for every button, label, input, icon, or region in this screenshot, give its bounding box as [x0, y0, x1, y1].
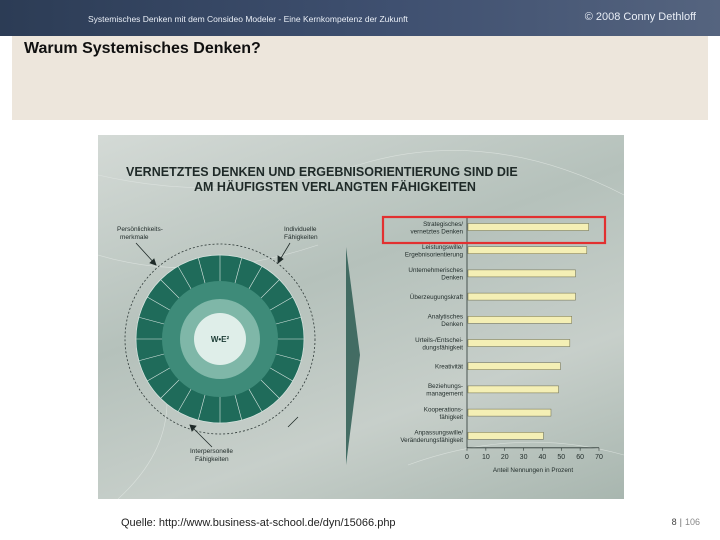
header-subtitle: Systemisches Denken mit dem Consideo Modeler - Eine Kernkompetenz der Zukunft [88, 14, 408, 24]
chart-x-tick-label: 50 [557, 453, 566, 461]
chart-bar [468, 270, 575, 277]
chart-x-axis-label: Anteil Nennungen in Prozent [492, 466, 574, 474]
page-separator: | [679, 517, 682, 527]
chart-category-label: Leistungswille/ [422, 243, 463, 251]
chart-category-label: management [426, 390, 463, 398]
chart-category-label: dungsfähigkeit [422, 344, 463, 352]
chart-x-tick-label: 0 [465, 453, 469, 461]
page-current: 8 [671, 517, 677, 527]
chart-category-label: Denken [441, 321, 463, 329]
chart-category-label: Veränderungsfähigkeit [400, 437, 463, 445]
chart-category-label: Denken [441, 274, 463, 282]
page-total: 106 [684, 517, 700, 527]
chart-bar [468, 386, 559, 393]
competency-bar-chart [400, 217, 603, 474]
chart-bar [468, 293, 575, 300]
transition-arrow [346, 247, 360, 465]
title-box [12, 36, 708, 120]
chart-x-tick-label: 10 [481, 453, 490, 461]
chart-bar [468, 432, 543, 439]
figure-svg [98, 135, 624, 499]
figure-headline-line2: AM HÄUFIGSTEN VERLANGTEN FÄHIGKEITEN [194, 180, 476, 194]
chart-category-label: Ergebnisorientierung [404, 251, 463, 259]
chart-category-label: Kooperations- [423, 406, 463, 414]
wheel-label-personality-2: merkmale [120, 234, 149, 241]
chart-x-tick-label: 40 [538, 453, 547, 461]
chart-bar [468, 316, 572, 323]
wheel-center-label: W•E² [210, 335, 230, 344]
figure-headline-line1: VERNETZTES DENKEN UND ERGEBNISORIENTIERUNG SIND DIE [126, 165, 518, 179]
wheel-label-individual-2: Fähigkeiten [284, 234, 318, 241]
wheel-label-individual-1: Individuelle [284, 226, 317, 233]
page-number [672, 517, 700, 527]
chart-x-tick-label: 70 [595, 453, 603, 461]
wheel-label-personality-1: Persönlichkeits- [117, 226, 163, 233]
slide-title: Warum Systemisches Denken? [24, 40, 261, 57]
chart-bar [468, 409, 551, 416]
chart-bar [468, 363, 560, 370]
wheel-label-interpersonal-2: Fähigkeiten [195, 456, 229, 463]
chart-x-tick-label: 60 [576, 453, 585, 461]
chart-category-label: Strategisches/ [423, 220, 463, 228]
chart-bar [468, 340, 570, 347]
competency-figure [98, 135, 624, 499]
chart-category-label: Unternehmerisches [408, 267, 463, 275]
chart-category-label: fähigkeit [439, 413, 463, 421]
source-citation: Quelle: http://www.business-at-school.de/dyn/15066.php [121, 517, 396, 529]
chart-bar [468, 247, 587, 254]
wheel-label-interpersonal-1: Interpersonelle [190, 448, 233, 455]
chart-category-label: vernetztes Denken [410, 228, 463, 236]
chart-category-label: Beziehungs- [427, 383, 463, 391]
chart-category-label: Urteils-/Entschei- [415, 336, 463, 344]
copyright-notice: © 2008 Conny Dethloff [584, 11, 696, 23]
chart-category-label: Überzeugungskraft [409, 294, 463, 302]
chart-x-tick-label: 30 [519, 453, 528, 461]
chart-category-label: Anpassungswille/ [414, 429, 463, 437]
header-bar [0, 0, 720, 36]
chart-category-label: Kreativität [435, 363, 463, 371]
competency-wheel [125, 244, 315, 434]
chart-category-label: Analytisches [427, 313, 463, 321]
chart-x-tick-label: 20 [500, 453, 509, 461]
chart-bar [468, 224, 589, 231]
